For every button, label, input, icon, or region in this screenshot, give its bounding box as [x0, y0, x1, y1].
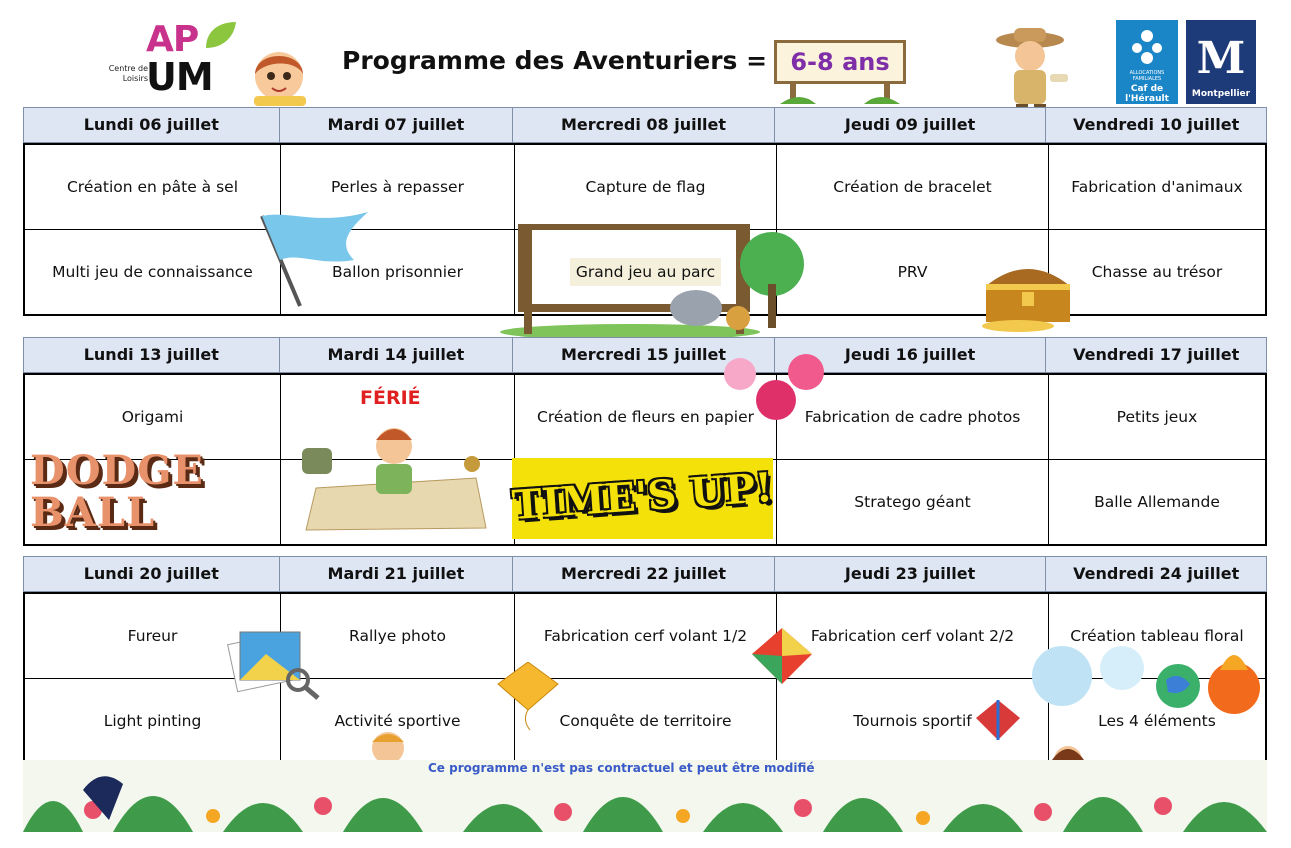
leaf-icon — [202, 20, 238, 50]
logo-ap: AP — [146, 19, 199, 60]
activity-cell: Fabrication de cadre photos — [776, 375, 1048, 459]
activity-cell: Capture de flag — [514, 145, 776, 229]
activity-cell: Création en pâte à sel — [66, 178, 238, 196]
montpellier-logo — [1186, 20, 1256, 104]
holiday-label: FÉRIÉ — [360, 387, 421, 409]
page-title: Programme des Aventuriers = — [342, 46, 768, 75]
activity-cell: Balle Allemande — [1048, 460, 1265, 544]
logo-subtitle: Centre de Loisirs — [108, 64, 148, 83]
logo-um: UM — [146, 55, 213, 99]
photos-icon — [226, 624, 322, 700]
week-header-row — [23, 337, 1267, 373]
caf-emblem-icon — [1130, 26, 1164, 66]
day-header: Jeudi 16 juillet — [774, 338, 1046, 372]
caf-logo — [1116, 20, 1178, 104]
day-header: Lundi 06 juillet — [83, 115, 219, 134]
day-header: Lundi 20 juillet — [83, 564, 219, 583]
map-boy-icon — [296, 418, 496, 532]
day-header: Mercredi 15 juillet — [512, 338, 774, 372]
four-elements-icon — [1026, 640, 1266, 720]
activity-cell: Perles à repasser — [280, 145, 514, 229]
morning-row — [25, 375, 1265, 459]
day-header: Jeudi 23 juillet — [774, 557, 1046, 591]
apum-logo — [96, 20, 246, 102]
day-header: Vendredi 10 juillet — [1045, 108, 1266, 142]
activity-cell: Tournois sportif — [776, 679, 1048, 763]
week-header-row — [23, 107, 1267, 143]
disclaimer-text: Ce programme n'est pas contractuel et peut être modifié — [428, 761, 815, 775]
activity-cell: Création de fleurs en papier — [514, 375, 776, 459]
activity-cell: Light pinting — [103, 712, 202, 730]
dodgeball-text: DODGE BALL — [30, 447, 204, 536]
activity-cell: Fabrication cerf volant 2/2 — [776, 594, 1048, 678]
caf-name: Caf de l'Hérault — [1125, 84, 1169, 104]
age-sign — [762, 34, 918, 104]
day-header: Lundi 13 juillet — [83, 345, 219, 364]
age-label: 6-8 ans — [774, 40, 906, 84]
dodgeball-image — [30, 447, 260, 538]
timesup-text: TIME'S UP! — [510, 463, 775, 530]
girl-mascot-icon — [246, 44, 312, 110]
timesup-image — [512, 458, 773, 539]
caf-text: ALLOCATIONS FAMILIALES — [1129, 70, 1165, 82]
activity-cell: Fabrication cerf volant 1/2 — [514, 594, 776, 678]
sign-posts-icon — [780, 82, 900, 104]
morning-row — [25, 145, 1265, 229]
activity-cell: Chasse au trésor — [1048, 230, 1265, 314]
flag-icon — [258, 210, 370, 310]
treasure-chest-icon — [978, 256, 1078, 332]
montpellier-letter: M — [1196, 33, 1246, 84]
activity-cell: Origami — [121, 408, 184, 426]
day-header: Vendredi 17 juillet — [1045, 338, 1266, 372]
activity-cell: Création tableau floral — [1048, 594, 1265, 678]
activity-cell: PRV — [776, 230, 1048, 314]
activity-cell: Les 4 éléments — [1048, 679, 1265, 763]
activity-cell: Stratego géant — [776, 460, 1048, 544]
activity-cell: Conquête de territoire — [514, 679, 776, 763]
montpellier-name: Montpellier — [1186, 88, 1256, 100]
week-table-1 — [23, 107, 1267, 316]
kite-icon — [976, 700, 1020, 744]
kite-icon — [750, 628, 814, 698]
kite-icon — [496, 662, 560, 732]
activity-cell: Fabrication d'animaux — [1048, 145, 1265, 229]
day-header: Mardi 07 juillet — [279, 108, 513, 142]
day-header: Mardi 21 juillet — [279, 557, 513, 591]
activity-cell: Fureur — [127, 627, 178, 645]
day-header: Mercredi 22 juillet — [512, 557, 774, 591]
day-header: Vendredi 24 juillet — [1045, 557, 1266, 591]
activity-cell: Création de bracelet — [776, 145, 1048, 229]
paper-flowers-icon — [720, 352, 836, 422]
activity-cell: Petits jeux — [1048, 375, 1265, 459]
day-header: Mercredi 08 juillet — [512, 108, 774, 142]
activity-cell: Rallye photo — [280, 594, 514, 678]
activity-cell: Multi jeu de connaissance — [52, 263, 253, 281]
activity-cell: Activité sportive — [280, 679, 514, 763]
activity-cell: Ballon prisonnier — [280, 230, 514, 314]
day-header: Mardi 14 juillet — [279, 338, 513, 372]
week-header-row — [23, 556, 1267, 592]
activity-text: Grand jeu au parc — [570, 258, 721, 286]
day-header: Jeudi 09 juillet — [774, 108, 1046, 142]
